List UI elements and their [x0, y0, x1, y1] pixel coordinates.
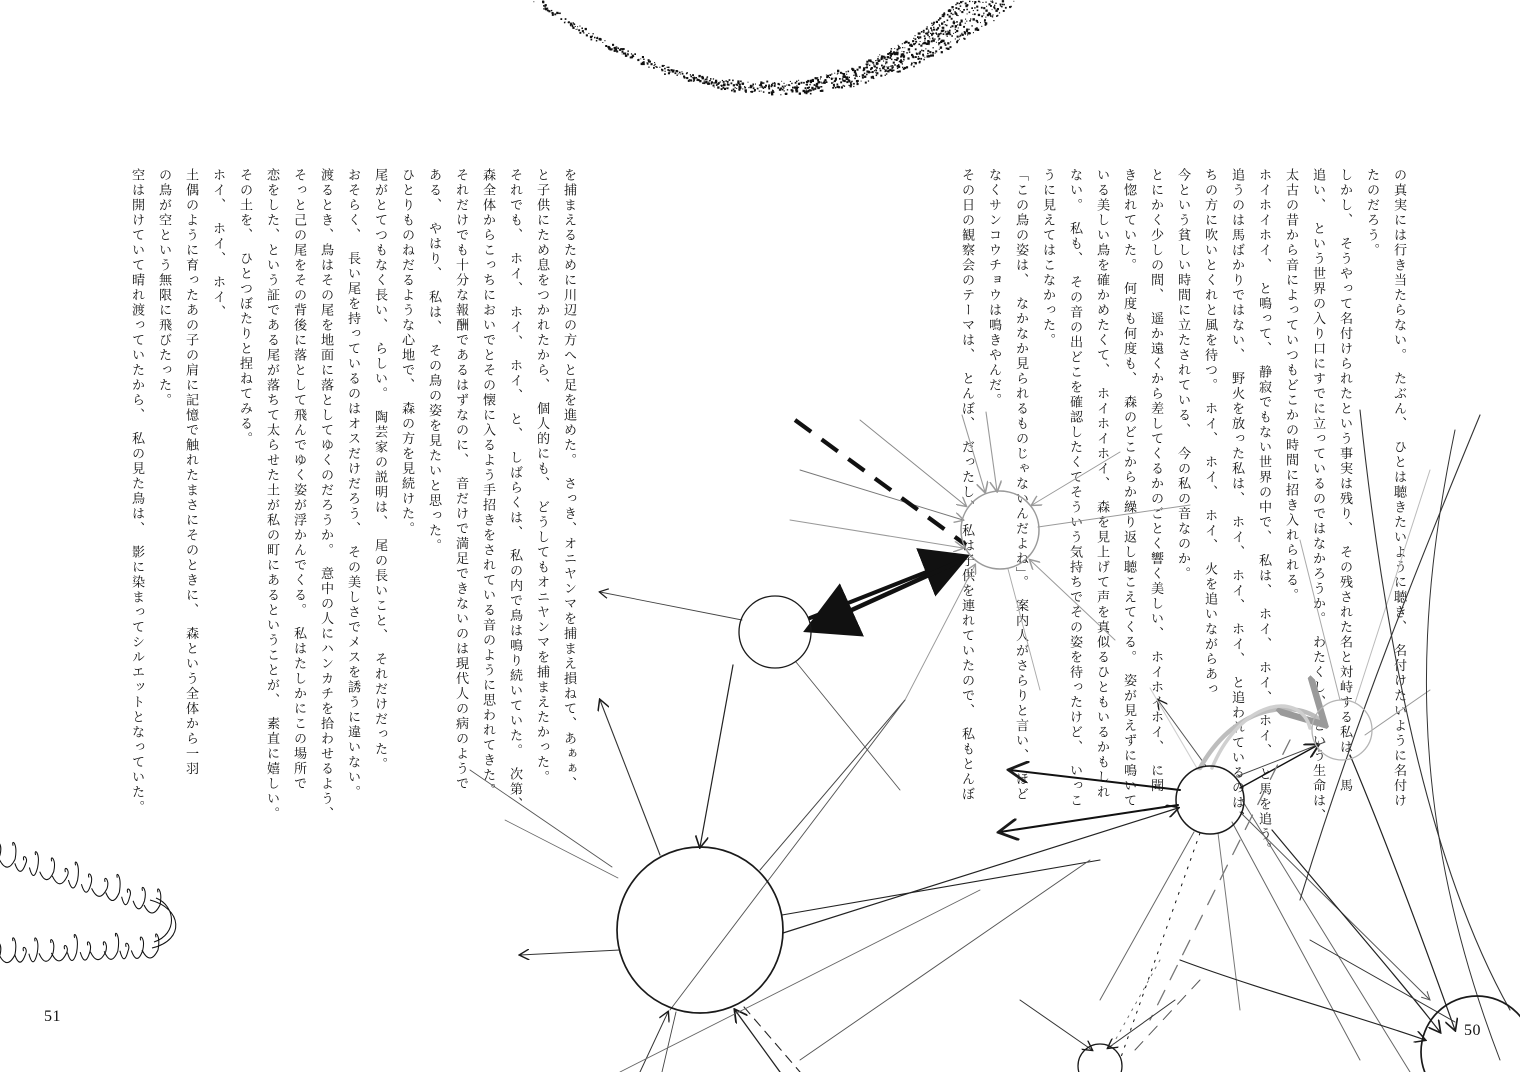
page-number-right: 50 — [1464, 1022, 1481, 1039]
text-column: ひとりものねだるような心地で、 森の方を見続けた。 — [399, 168, 414, 537]
text-column: と子供にため息をつかれたから、 個人的にも、 どうしてもオニヤンマを捕まえたかった。 — [534, 168, 549, 785]
left-page-text-block — [95, 168, 576, 822]
text-column: ホイ、 ホイ、 ホイ、 — [210, 168, 225, 320]
node-n1 — [739, 596, 811, 668]
text-column: き惚れていた。 何度も何度も、 森のどこからか繰り返し聴こえてくる。 姿が見えずに鳴いて — [1121, 168, 1136, 809]
node-n7 — [1078, 1044, 1122, 1072]
right-page-text-block — [945, 168, 1406, 858]
text-column: たのだろう。 — [1364, 168, 1379, 258]
text-column: 「この鳥の姿は、 なかなか見られるものじゃないんだよね」。 案内人がさらりと言い、 ほど — [1013, 168, 1028, 802]
text-column: 追うのは馬ばかりではない、 野火を放った私は、 ホイ、 ホイ、 ホイ、 と追われているのは、 — [1229, 168, 1244, 826]
text-column: ある、 やはり、 私は、 その鳥の姿を見たいと思った。 — [426, 168, 441, 554]
stippled-arc — [533, 0, 1014, 95]
text-column: 今という貧しい時間に立たされている、 今の私の音なのか。 — [1175, 168, 1190, 582]
text-column: 空は開けていて晴れ渡っていたから、 私の見た鳥は、 影に染まってシルエットとなっていた。 — [129, 168, 144, 815]
text-column: うに見えてはこなかった。 — [1040, 168, 1055, 348]
text-column: いる美しい鳥を確かめたくて、 ホイホイホイ、 森を見上げて声を真似るひともいるかもしれ — [1094, 168, 1109, 800]
text-column: を捕まえるために川辺の方へと足を進めた。 さっき、オニヤンマを捕まえ損ねて、あぁぁ、 — [561, 168, 576, 792]
text-column: 追い、 という世界の入り口にすでに立っているのではなかろうか。 わたくし、 という生命は、 — [1310, 168, 1325, 824]
page-number-left: 51 — [44, 1008, 61, 1025]
text-column: 渡るとき、鳥はその尾を地面に落としてゆくのだろうか。 意中の人にハンカチを拾わせるよう、 — [318, 168, 333, 822]
text-column: の真実には行き当たらない。 たぶん、 ひとは聴きたいように聴き、 名付けたいように名付け — [1391, 168, 1406, 809]
text-column: おそらく、 長い尾を持っているのはオスだけだろう、 その美しさでメスを誘うに違いない。 — [345, 168, 360, 800]
text-column: それでも、 ホイ、 ホイ、 ホイ、 と、 しばらくは、 私の内で鳥は鳴り続いていた。 次第、 — [507, 168, 522, 813]
text-column: 土偶のように育ったあの子の肩に記憶で触れたまさにそのときに、 森という全体から一羽 — [183, 168, 198, 777]
text-column: しかし、 そうやって名付けられたという事実は残り、 その残された名と対峙する私は、 馬 — [1337, 168, 1352, 794]
text-column: 恋をした、という証である尾が落ちて太らせた土が私の町にあるということが、 素直に嬉しい。 — [264, 168, 279, 822]
text-column: 太古の昔から音によっていつもどこかの時間に招き入れられる。 — [1283, 168, 1298, 603]
looped-squiggle — [0, 842, 176, 963]
text-column: ない。 私も、 その音の出どこを確認したくてそういう気持ちでその姿を待ったけど、 いっこ — [1067, 168, 1082, 809]
text-column: なくサンコウチョウは鳴きやんだ。 — [986, 168, 1001, 408]
text-column: ちの方に吹いとくれと風を待つ。 ホイ、 ホイ、 ホイ、 火を追いながらあっ — [1202, 168, 1217, 697]
text-column: とにかく少しの間、 遥か遠くから差してくるかのごとく響く美しい、 ホイホイホイ、 に聞 — [1148, 168, 1163, 794]
text-column: の鳥が空という無限に飛びたった。 — [156, 168, 171, 408]
text-column: そっと己の尾をその背後に落として飛んでゆく姿が浮かんでくる。 私はたしかにこの場所で — [291, 168, 306, 792]
text-column: それだけでも十分な報酬であるはずなのに、 音だけで満足できないのは現代人の病のようで — [453, 168, 468, 792]
text-column: ホイホイホイ、 と鳴って、 静寂でもない世界の中で、 私は、 ホイ、 ホイ、 ホイ、 と馬を追う。 — [1256, 168, 1271, 858]
text-column: 森全体からこっちにおいでとその懐に入るよう手招きをされている音のように思われてきた。 — [480, 168, 495, 798]
text-column: 尾がとてつもなく長い、 らしい。 陶芸家の説明は、 尾の長いこと、 それだけだった。 — [372, 168, 387, 772]
node-n2 — [617, 847, 783, 1013]
text-column: その日の観察会のテーマは、 とんぼ、 だったし、 私は子供を連れていたので、 私もとんぼ — [959, 168, 974, 802]
text-column: その土を、 ひとつぼたりと捏ねてみる。 — [237, 168, 252, 447]
